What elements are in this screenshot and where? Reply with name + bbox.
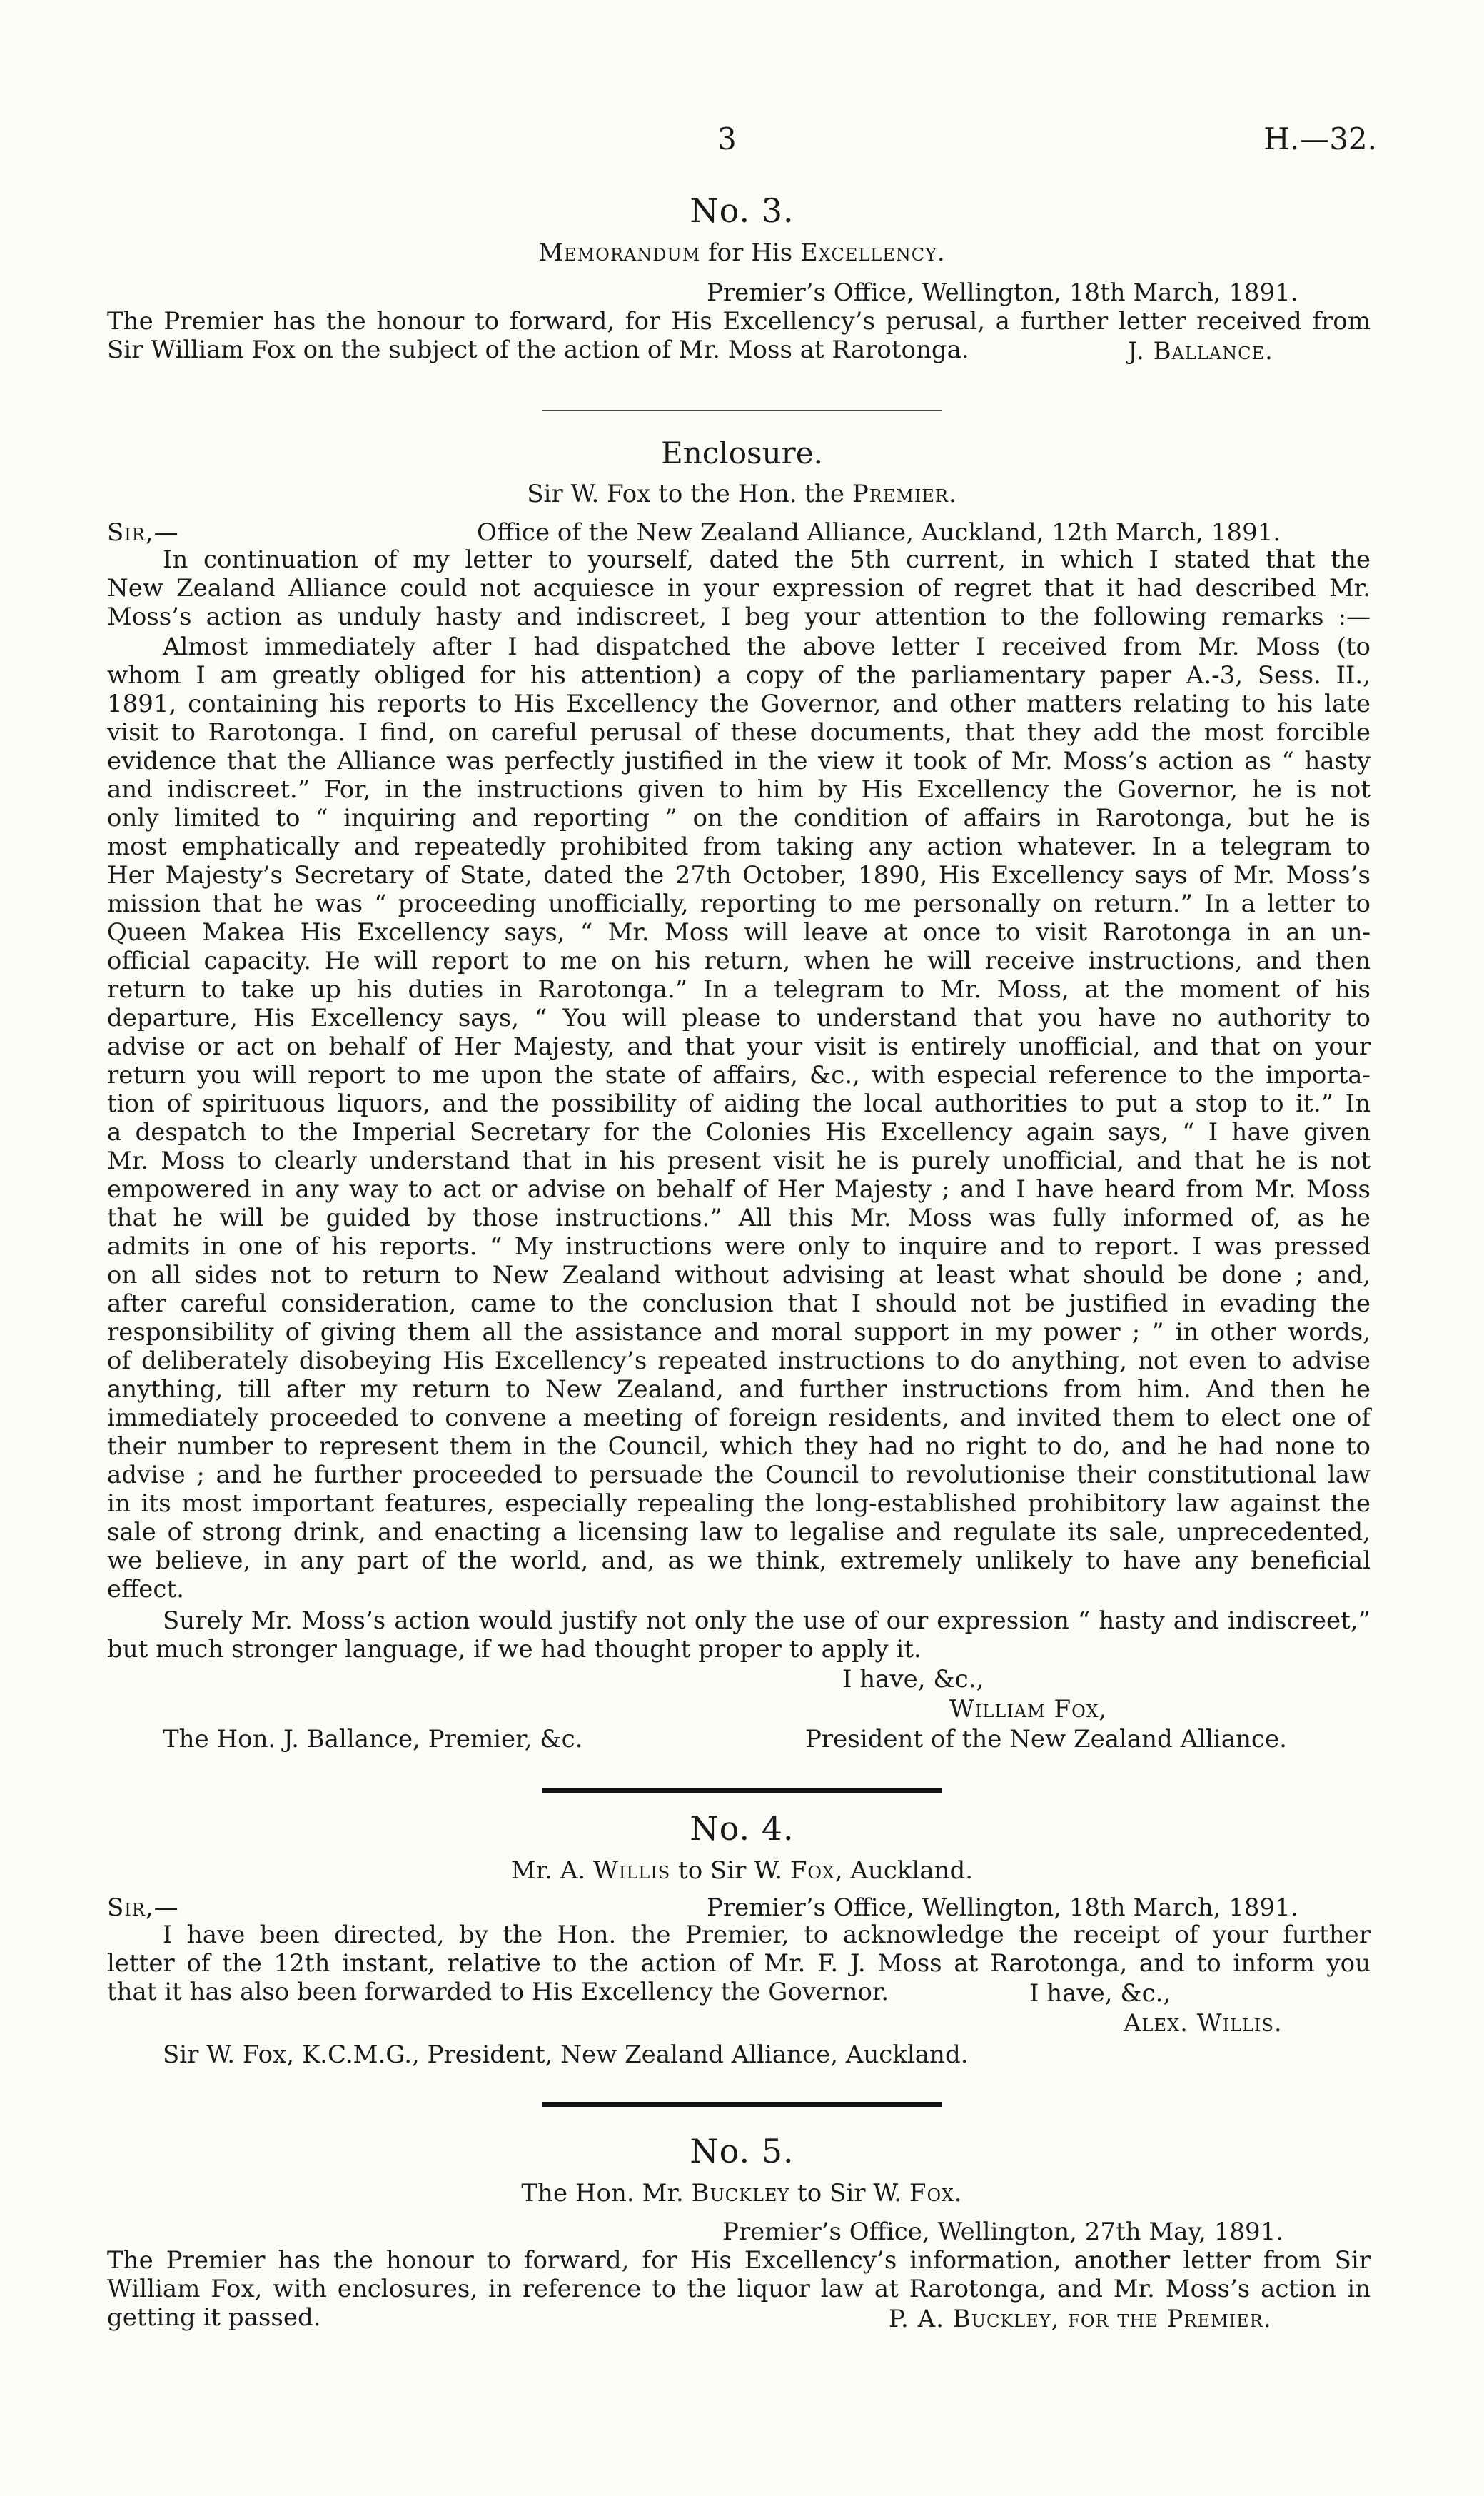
enclosure-p2-line: 1891, containing his reports to His Excellency the Governor, and other matters relating to his late [107, 690, 1371, 718]
enclosure-title: Enclosure. [661, 436, 823, 470]
enclosure-heading [0, 480, 1484, 508]
divider [542, 410, 942, 411]
enclosure-signature: William Fox, [949, 1695, 1108, 1723]
enclosure-p2-line: whom I am greatly obliged for his attention) a copy of the parliamentary paper A.-3, Sess. II., [107, 661, 1371, 690]
enclosure-p2-line: of deliberately disobeying His Excellency’s repeated instructions to do anything, not even to advise [107, 1347, 1371, 1375]
enclosure-p2-line: advise or act on behalf of Her Majesty, and that your visit is entirely unofficial, and that on your [107, 1032, 1371, 1061]
section-divider [542, 1788, 942, 1793]
no5-heading-buckley: Buckley [691, 2179, 790, 2208]
enclosure-p2-line: advise ; and he further proceeded to persuade the Council to revolutionise their constitutional law [107, 1461, 1371, 1489]
section-number-5: No. 5. [690, 2132, 794, 2170]
memorandum-excellency: Excellency. [799, 238, 946, 267]
enclosure-p2-line: most emphatically and repeatedly prohibited from taking any action whatever. In a telegram to [107, 832, 1371, 861]
no3-line: The Premier has the honour to forward, for His Excellency’s perusal, a further letter received from [107, 307, 1371, 336]
no4-line: letter of the 12th instant, relative to the action of Mr. F. J. Moss at Rarotonga, and to inform you [107, 1949, 1371, 1978]
no5-heading-to: to Sir W. [789, 2179, 909, 2208]
enclosure-p2-line: departure, His Excellency says, “ You will please to understand that you have no authority to [107, 1004, 1371, 1032]
no5-heading [0, 2179, 1484, 2208]
enclosure-p2-line: visit to Rarotonga. I find, on careful perusal of these documents, that they add the most forcible [107, 718, 1371, 747]
no4-salutation: Sir,— [107, 1893, 179, 1922]
enclosure-p2-line: admits in one of his reports. “ My instructions were only to inquire and to report. I was pressed [107, 1232, 1371, 1261]
enclosure-p2-line: on all sides not to return to New Zealand without advising at least what should be done ; and, [107, 1261, 1371, 1289]
section-number-4: No. 4. [690, 1809, 794, 1848]
no3-signature: J. Ballance. [1128, 337, 1273, 366]
no5-heading-text: The Hon. Mr. [521, 2179, 692, 2208]
enclosure-p2-line: after careful consideration, came to the conclusion that I should not be justified in evading the [107, 1289, 1371, 1318]
section-divider [542, 2102, 942, 2107]
enclosure-p2-line: a despatch to the Imperial Secretary for the Colonies His Excellency again says, “ I have given [107, 1118, 1371, 1147]
no5-line: getting it passed. [107, 2303, 321, 2332]
no4-heading-place: , Auckland. [834, 1856, 974, 1885]
enclosure-p2-line: Queen Makea His Excellency says, “ Mr. Moss will leave at once to visit Rarotonga in an un- [107, 918, 1371, 947]
memorandum-for: for His [700, 238, 800, 267]
enclosure-p2-line: return to take up his duties in Rarotonga.” In a telegram to Mr. Moss, at the moment of his [107, 975, 1371, 1004]
no4-signature: Alex. Willis. [1124, 2009, 1283, 2038]
enclosure-p2-line: sale of strong drink, and enacting a licensing law to legalise and regulate its sale, unprecedented, [107, 1518, 1371, 1546]
enclosure-salutation: Sir,— [107, 518, 179, 547]
enclosure-p2-line: and indiscreet.” For, in the instructions given to him by His Excellency the Governor, he is not [107, 775, 1371, 804]
enclosure-p1-line: Moss’s action as unduly hasty and indiscreet, I beg your attention to the following remarks :— [107, 603, 1371, 631]
enclosure-heading-text: Sir W. Fox to the Hon. the [527, 480, 852, 508]
enclosure-p2-line: return you will report to me upon the state of affairs, &c., with especial reference to the importa- [107, 1061, 1371, 1090]
section-number-3: No. 3. [690, 191, 794, 230]
no3-dateline: Premier’s Office, Wellington, 18th March, 1891. [707, 278, 1298, 307]
no4-heading-fox: Fox [789, 1856, 835, 1885]
enclosure-p2-line: tion of spirituous liquors, and the possibility of aiding the local authorities to put a stop to it.” In [107, 1090, 1371, 1118]
no3-line: Sir William Fox on the subject of the action of Mr. Moss at Rarotonga. [107, 336, 969, 364]
enclosure-p2-line: mission that he was “ proceeding unofficially, reporting to me personally on return.” In a letter to [107, 890, 1371, 918]
enclosure-addressee: The Hon. J. Ballance, Premier, &c. [163, 1725, 583, 1753]
enclosure-p2-line: effect. [107, 1575, 184, 1604]
enclosure-p3-line: but much stronger language, if we had thought proper to apply it. [107, 1635, 922, 1664]
no4-closing: I have, &c., [1029, 1979, 1171, 2008]
no4-heading-willis: Willis [593, 1856, 671, 1885]
no4-heading-text: Mr. A. [510, 1856, 594, 1885]
no4-heading-to: to Sir W. [670, 1856, 790, 1885]
enclosure-p1-line: New Zealand Alliance could not acquiesce in your expression of regret that it had described Mr. [107, 574, 1371, 603]
enclosure-p2-line: immediately proceeded to convene a meeting of foreign residents, and invited them to elect one of [107, 1404, 1371, 1432]
enclosure-p2-line: anything, till after my return to New Zealand, and further instructions from him. And then he [107, 1375, 1371, 1404]
enclosure-p2-line: Almost immediately after I had dispatched the above letter I received from Mr. Moss (to [163, 633, 1371, 661]
enclosure-dateline: Office of the New Zealand Alliance, Auckland, 12th March, 1891. [477, 518, 1281, 547]
no4-line: that it has also been forwarded to His Excellency the Governor. [107, 1978, 889, 2006]
enclosure-heading-premier: Premier. [852, 480, 957, 508]
no5-heading-fox: Fox. [909, 2179, 963, 2208]
enclosure-p2-line: responsibility of giving them all the assistance and moral support in my power ; ” in other words, [107, 1318, 1371, 1347]
no5-signature: P. A. Buckley, for the Premier. [889, 2305, 1272, 2333]
no4-dateline: Premier’s Office, Wellington, 18th March, 1891. [707, 1893, 1298, 1922]
enclosure-p3-line: Surely Mr. Moss’s action would justify not only the use of our expression “ hasty and indiscreet,” [163, 1606, 1371, 1635]
document-reference: H.—32. [1263, 121, 1377, 156]
enclosure-p2-line: evidence that the Alliance was perfectly justified in the view it took of Mr. Moss’s action as “ hasty [107, 747, 1371, 775]
no5-line: The Premier has the honour to forward, for His Excellency’s information, another letter from Sir [107, 2246, 1371, 2275]
enclosure-p2-line: their number to represent them in the Council, which they had no right to do, and he had none to [107, 1432, 1371, 1461]
no5-line: William Fox, with enclosures, in reference to the liquor law at Rarotonga, and Mr. Moss’s action in [107, 2275, 1371, 2303]
enclosure-p1-line: In continuation of my letter to yourself, dated the 5th current, in which I stated that the [163, 545, 1371, 574]
enclosure-p2-line: Her Majesty’s Secretary of State, dated the 27th October, 1890, His Excellency says of Mr. Moss’s [107, 861, 1371, 890]
enclosure-p2-line: that he will be guided by those instructions.” All this Mr. Moss was fully informed of, as he [107, 1204, 1371, 1232]
no5-dateline: Premier’s Office, Wellington, 27th May, 1891. [722, 2218, 1284, 2246]
no4-addressee: Sir W. Fox, K.C.M.G., President, New Zealand Alliance, Auckland. [163, 2040, 969, 2069]
no4-heading [0, 1856, 1484, 1885]
enclosure-closing: I have, &c., [842, 1665, 984, 1694]
enclosure-p2-line: official capacity. He will report to me on his return, when he will receive instructions, and then [107, 947, 1371, 975]
enclosure-p2-line: in its most important features, especially repealing the long-established prohibitory law against the [107, 1489, 1371, 1518]
enclosure-p2-line: only limited to “ inquiring and reporting ” on the condition of affairs in Rarotonga, but he is [107, 804, 1371, 832]
memorandum-label: Memorandum [538, 238, 701, 267]
no4-line: I have been directed, by the Hon. the Premier, to acknowledge the receipt of your further [163, 1921, 1371, 1949]
memorandum-heading [0, 238, 1484, 267]
page-number: 3 [717, 121, 737, 156]
enclosure-p2-line: empowered in any way to act or advise on behalf of Her Majesty ; and I have heard from Mr. Moss [107, 1175, 1371, 1204]
enclosure-signature-title: President of the New Zealand Alliance. [805, 1725, 1287, 1753]
enclosure-p2-line: Mr. Moss to clearly understand that in his present visit he is purely unofficial, and that he is not [107, 1147, 1371, 1175]
enclosure-p2-line: we believe, in any part of the world, and, as we think, extremely unlikely to have any beneficial [107, 1546, 1371, 1575]
